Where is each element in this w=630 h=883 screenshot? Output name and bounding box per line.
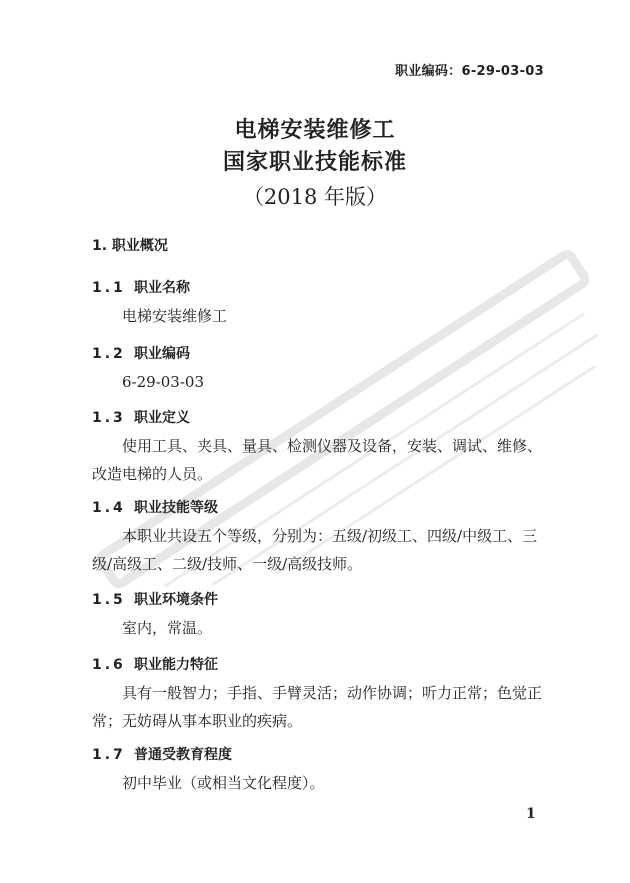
section-title: 职业定义 — [134, 410, 190, 426]
section-number: 1.6 — [92, 657, 126, 673]
section-heading-1-2 — [92, 343, 190, 363]
section-heading-1-6 — [92, 654, 218, 674]
section-text-1-5: 室内，常温。 — [122, 619, 213, 637]
section-text-1-6: 具有一般智力；手指、手臂灵活；动作协调；听力正常；色觉正常；无妨碍从事本职业的疾病。 — [92, 684, 543, 730]
section-heading-1-1 — [92, 277, 190, 297]
section-heading-1-5 — [92, 589, 218, 609]
section-number: 1.3 — [92, 410, 126, 426]
section-heading-1-3 — [92, 407, 190, 427]
section-number: 1.2 — [92, 346, 126, 362]
page-number: 1 — [526, 806, 536, 822]
section-number: 1.4 — [92, 500, 126, 516]
section-title: 职业技能等级 — [134, 500, 218, 516]
section-text-1-1: 电梯安装维修工 — [122, 307, 228, 325]
section-heading-1-4 — [92, 497, 218, 517]
occupation-code: 职业编码：6-29-03-03 — [394, 64, 544, 79]
section-title: 职业能力特征 — [134, 657, 218, 673]
standard-title-line2: 国家职业技能标准 — [222, 150, 407, 175]
section-title: 普通受教育程度 — [134, 747, 232, 763]
edition-label: （2018 年版） — [242, 185, 388, 209]
section-number: 1.7 — [92, 747, 126, 763]
chapter-heading: 1. 职业概况 — [92, 238, 168, 254]
section-title: 职业编码 — [134, 346, 190, 362]
section-text-1-7: 初中毕业（或相当文化程度）。 — [122, 774, 325, 792]
section-heading-1-7 — [92, 744, 232, 764]
section-title: 职业环境条件 — [134, 592, 218, 608]
standard-title-line1: 电梯安装维修工 — [234, 118, 396, 143]
section-text-1-2: 6-29-03-03 — [122, 373, 205, 391]
section-number: 1.1 — [92, 280, 126, 296]
section-title: 职业名称 — [134, 280, 190, 296]
section-text-1-4: 本职业共设五个等级，分别为：五级/初级工、四级/中级工、三级/高级工、二级/技师、一级/高级技师。 — [92, 527, 538, 573]
section-text-1-3: 使用工具、夹具、量具、检测仪器及设备，安装、调试、维修、改造电梯的人员。 — [92, 437, 543, 483]
section-number: 1.5 — [92, 592, 126, 608]
